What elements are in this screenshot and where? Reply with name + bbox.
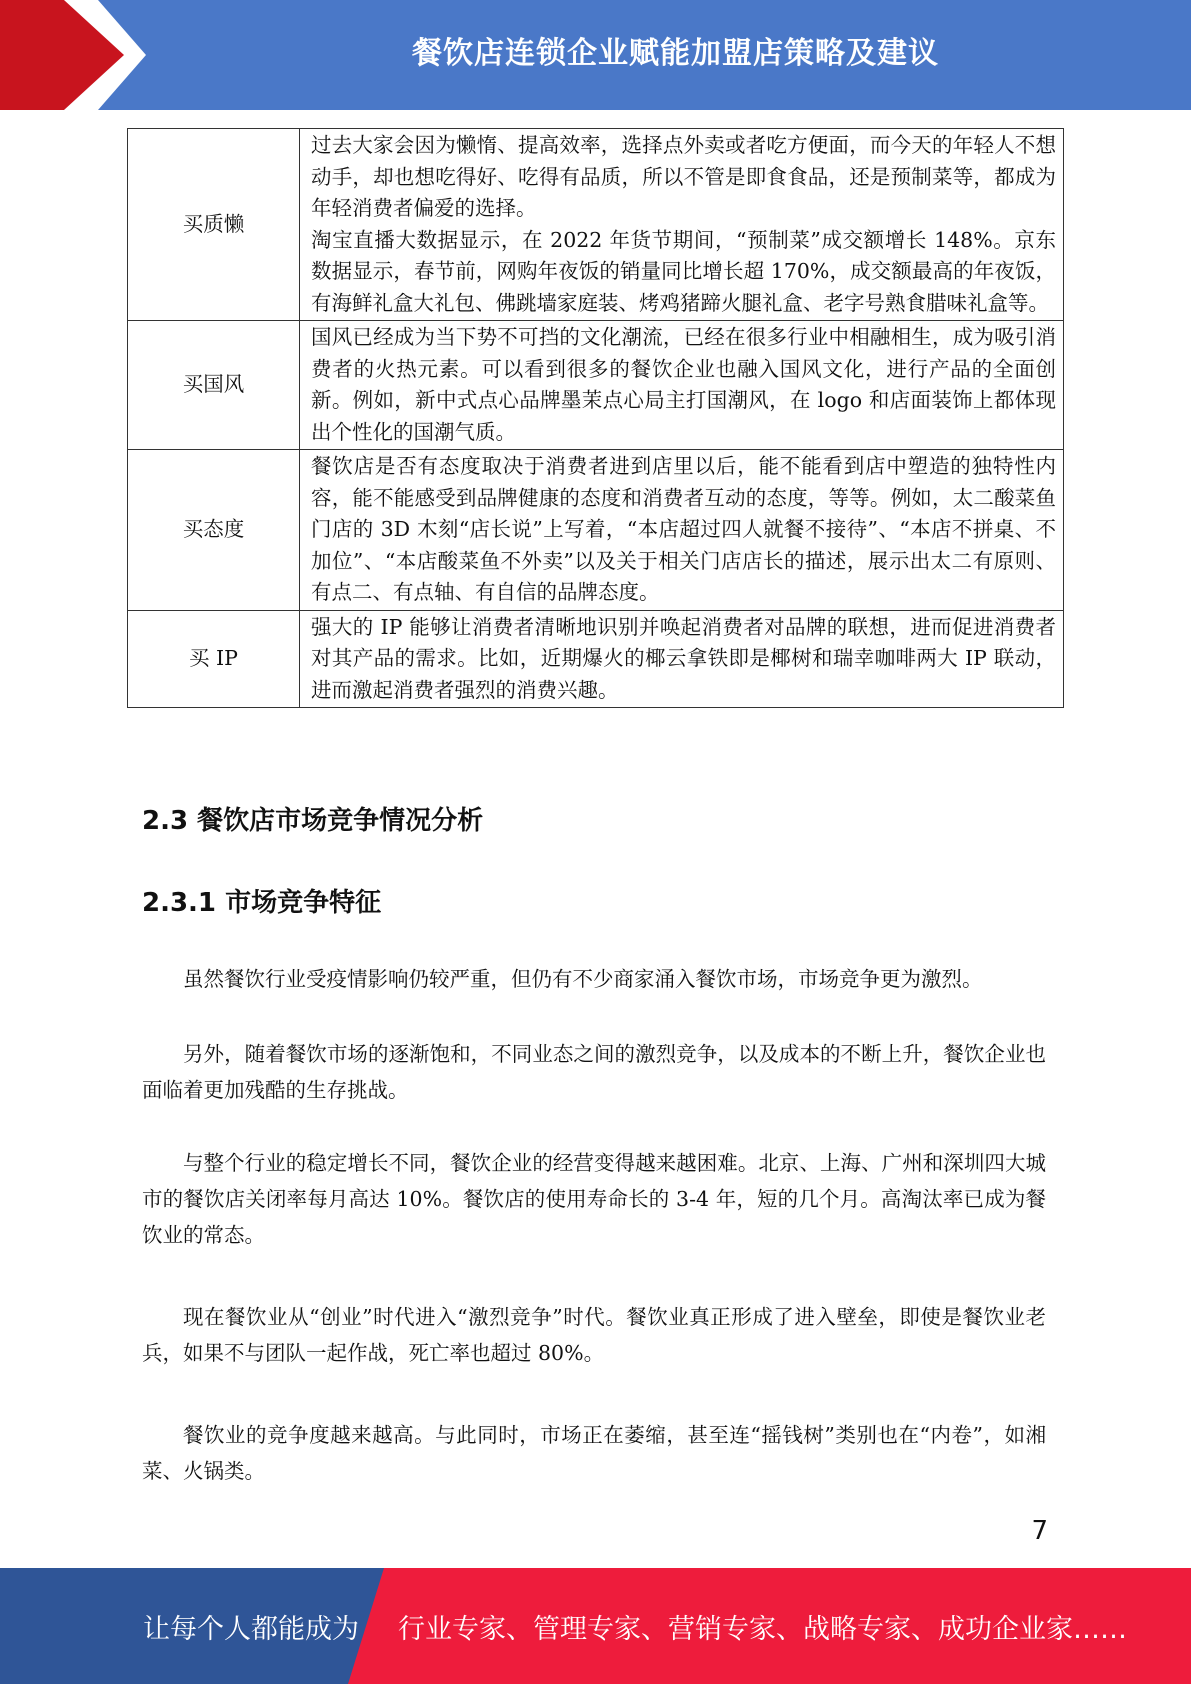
description-paragraph: 国风已经成为当下势不可挡的文化潮流，已经在很多行业中相融相生，成为吸引消费者的火热元素。可以看到很多的餐饮企业也融入国风文化，进行产品的全面创新。例如，新中式点心品牌墨茉点心局主打国潮风，在 logo 和店面装饰上都体现出个性化的国潮气质。 (311, 325, 1056, 444)
table-row (128, 610, 1064, 708)
table-row (128, 321, 1064, 450)
description-paragraph: 强大的 IP 能够让消费者清晰地识别并唤起消费者对品牌的联想，进而促进消费者对其产品的需求。比如，近期爆火的椰云拿铁即是椰树和瑞幸咖啡两大 IP 联动，进而激起消费者强烈的消费兴趣。 (311, 614, 1056, 702)
table-row (128, 450, 1064, 611)
document-title: 餐饮店连锁企业赋能加盟店策略及建议 (412, 36, 939, 71)
header-banner (0, 0, 1191, 110)
description-paragraph: 餐饮店是否有态度取决于消费者进到店里以后，能不能看到店中塑造的独特性内容，能不能感受到品牌健康的态度和消费者互动的态度，等等。例如，太二酸菜鱼门店的 3D 木刻“店长说”上写着，“本店超过四人就餐不接待”、“本店不拼桌、不加位”、“本店酸菜鱼不外卖”以及关于相关门店店长的描述，展示出太二有原则、有点二、有点轴、有自信的品牌态度。 (311, 454, 1056, 604)
row-category: 买国风 (128, 321, 300, 450)
row-description (300, 129, 1064, 321)
row-description (300, 321, 1064, 450)
body-paragraph: 与整个行业的稳定增长不同，餐饮企业的经营变得越来越困难。北京、上海、广州和深圳四大城市的餐饮店关闭率每月高达 10%。餐饮店的使用寿命长的 3-4 年，短的几个月。高淘汰率已成为餐饮业的常态。 (142, 1151, 1046, 1247)
row-category: 买态度 (128, 450, 300, 611)
row-category: 买质懒 (128, 129, 300, 321)
table-row (128, 129, 1064, 321)
description-paragraph: 淘宝直播大数据显示，在 2022 年货节期间，“预制菜”成交额增长 148%。京东数据显示，春节前，网购年夜饭的销量同比增长超 170%，成交额最高的年夜饭，有海鲜礼盒大礼包、佛跳墙家庭装、烤鸡猪蹄火腿礼盒、老字号熟食腊味礼盒等。 (311, 227, 1056, 315)
row-category: 买 IP (128, 610, 300, 708)
page-number: 7 (1031, 1516, 1048, 1546)
description-paragraph: 过去大家会因为懒惰、提高效率，选择点外卖或者吃方便面，而今天的年轻人不想动手，却也想吃得好、吃得有品质，所以不管是即食食品，还是预制菜等，都成为年轻消费者偏爱的选择。 (311, 133, 1056, 220)
body-paragraph: 虽然餐饮行业受疫情影响仍较严重，但仍有不少商家涌入餐饮市场，市场竞争更为激烈。 (183, 967, 983, 991)
body-paragraph: 餐饮业的竞争度越来越高。与此同时，市场正在萎缩，甚至连“摇钱树”类别也在“内卷”，如湘菜、火锅类。 (142, 1423, 1046, 1483)
subsection-heading: 2.3.1 市场竞争特征 (142, 888, 382, 918)
footer-slogan-right: 行业专家、管理专家、营销专家、战略专家、成功企业家…… (398, 1613, 1127, 1645)
section-heading: 2.3 餐饮店市场竞争情况分析 (142, 806, 484, 836)
row-description (300, 450, 1064, 611)
body-paragraph: 现在餐饮业从“创业”时代进入“激烈竞争”时代。餐饮业真正形成了进入壁垒，即使是餐饮业老兵，如果不与团队一起作战，死亡率也超过 80%。 (142, 1305, 1046, 1365)
row-description (300, 610, 1064, 708)
body-paragraph: 另外，随着餐饮市场的逐渐饱和，不同业态之间的激烈竞争，以及成本的不断上升，餐饮企业也面临着更加残酷的生存挑战。 (142, 1042, 1046, 1102)
consumer-trends-table (127, 128, 1064, 708)
footer-slogan-left: 让每个人都能成为 (143, 1613, 359, 1645)
footer-banner (0, 1568, 1191, 1684)
